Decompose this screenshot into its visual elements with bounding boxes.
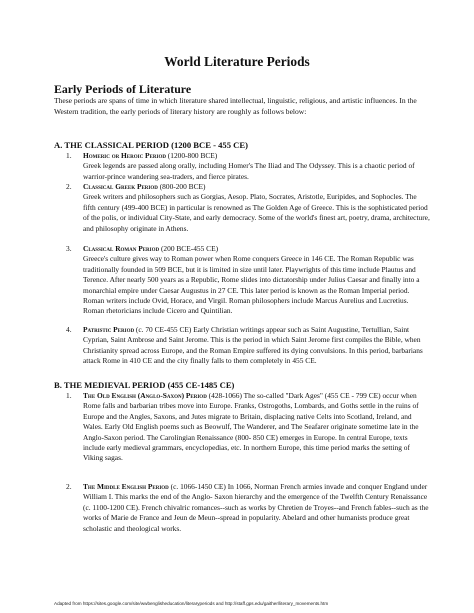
section-subtitle: Early Periods of Literature — [54, 82, 192, 96]
intro-paragraph: These periods are spans of time in which literature shared intellectual, linguistic, religious, and artistic influences. In the Western tradition, the early periods of literary history are roughly as follows below: — [54, 96, 417, 116]
period-description: (c. 70 CE-455 CE) Early Christian writings appear such as Saint Augustine, Tertullian, Saint Cyprian, Saint Ambrose and Saint Jerome. This is the period in which Saint Jerome first compiles the Bible, when Christianity spread across Europe, and the Roman Empire suffered its dying convulsions. In this period, barbarians attack Rome in 410 CE and the city finally falls to them completely in 455 CE. — [83, 325, 423, 366]
section-heading-classical: A. THE CLASSICAL PERIOD (1200 BCE - 455 CE) — [54, 140, 248, 150]
list-item-old-english — [66, 391, 431, 464]
period-name: The Middle English Period — [83, 482, 169, 491]
list-item-classical-greek — [66, 182, 431, 234]
page-title: World Literature Periods — [164, 54, 310, 69]
period-description: (c. 1066-1450 CE) In 1066, Norman French armies invade and conquer England under William I. This marks the end of the Anglo- Saxon hierarchy and the emergence of the Twelfth Century Renaissance (c. 1100-1200 CE). French chivalric romances--such as works by Chretien de Troyes--and French fables--such as the works of Marie de France and Jeun de Meun--spread in popularity. Abelard and other humanists produce great scholastic and theological works. — [83, 482, 429, 533]
period-name: Classical Greek Period — [83, 182, 158, 191]
period-description: Greek writers and philosophers such as Gorgias, Aesop. Plato, Socrates, Aristotle, Euripides, and Sophocles. The fifth century (499-400 BCE) in particular is renowned as The Golden Age of Greece. This is the sophisticated period of the polis, or individual City-State, and early democracy. Some of the world's finest art, poetry, drama, architecture, and philosophy originate in Athens. — [83, 192, 430, 233]
item-number: 1. — [66, 151, 72, 160]
list-item-patristic — [66, 325, 431, 367]
period-description: (428-1066) The so-called "Dark Ages" (455 CE - 799 CE) occur when Rome falls and barbarian tribes move into Europe. Franks, Ostrogoths, Lombards, and Goths settle in the ruins of Europe and the Angles, Saxons, and Jutes migrate to Britain, displacing native Celts into Scotland, Ireland, and Wales. Early Old English poems such as Beowulf, The Wanderer, and The Seafarer originate sometime late in the Anglo-Saxon period. The Carolingian Renaissance (800- 850 CE) emerges in Europe. In central Europe, texts include early medieval grammars, encyclopedias, etc. In northern Europe, this time period marks the setting of Viking sagas. — [83, 391, 419, 463]
section-heading-medieval: B. THE MEDIEVAL PERIOD (455 CE-1485 CE) — [54, 380, 235, 390]
period-name: Homeric or Heroic Period — [83, 151, 166, 160]
period-name: Classical Roman Period — [83, 244, 160, 253]
item-number: 2. — [66, 482, 72, 491]
item-number: 1. — [66, 391, 72, 400]
period-name: The Old English (Anglo-Saxon) Period — [83, 391, 207, 400]
period-dates: (200 BCE-455 CE) — [159, 244, 219, 253]
period-name: Patristic Period — [83, 325, 135, 334]
list-item-middle-english — [66, 482, 431, 534]
item-number: 4. — [66, 325, 72, 334]
period-dates: (800-200 BCE) — [157, 182, 206, 191]
source-footer: Adapted from https://sites.google.com/site/wwbenglisheducation/literaryperiods and http://staff.gps.edu/gaither/literary_movements.htm — [54, 601, 329, 606]
item-number: 2. — [66, 182, 72, 191]
period-description: Greece's culture gives way to Roman power when Rome conquers Greece in 146 CE. The Roman Republic was traditionally founded in 509 BCE, but it is limited in size until later. Playwrights of this time include Plautus and Terence. After nearly 500 years as a Republic, Rome slides into dictatorship under Julius Caesar and finally into a monarchial empire under Caesar Augustus in 27 CE. This later period is known as the Roman Imperial period. Roman writers include Ovid, Horace, and Virgil. Roman philosophers include Marcus Aurelius and Lucretius. Roman rhetoricians include Cicero and Quintilian. — [83, 254, 420, 316]
list-item-homeric — [66, 151, 431, 182]
item-number: 3. — [66, 244, 72, 253]
period-description: Greek legends are passed along orally, including Homer's The Iliad and The Odyssey. This is a chaotic period of warrior-prince wandering sea-traders, and fierce pirates. — [83, 161, 415, 181]
period-dates: (1200-800 BCE) — [165, 151, 218, 160]
list-item-classical-roman — [66, 244, 431, 317]
